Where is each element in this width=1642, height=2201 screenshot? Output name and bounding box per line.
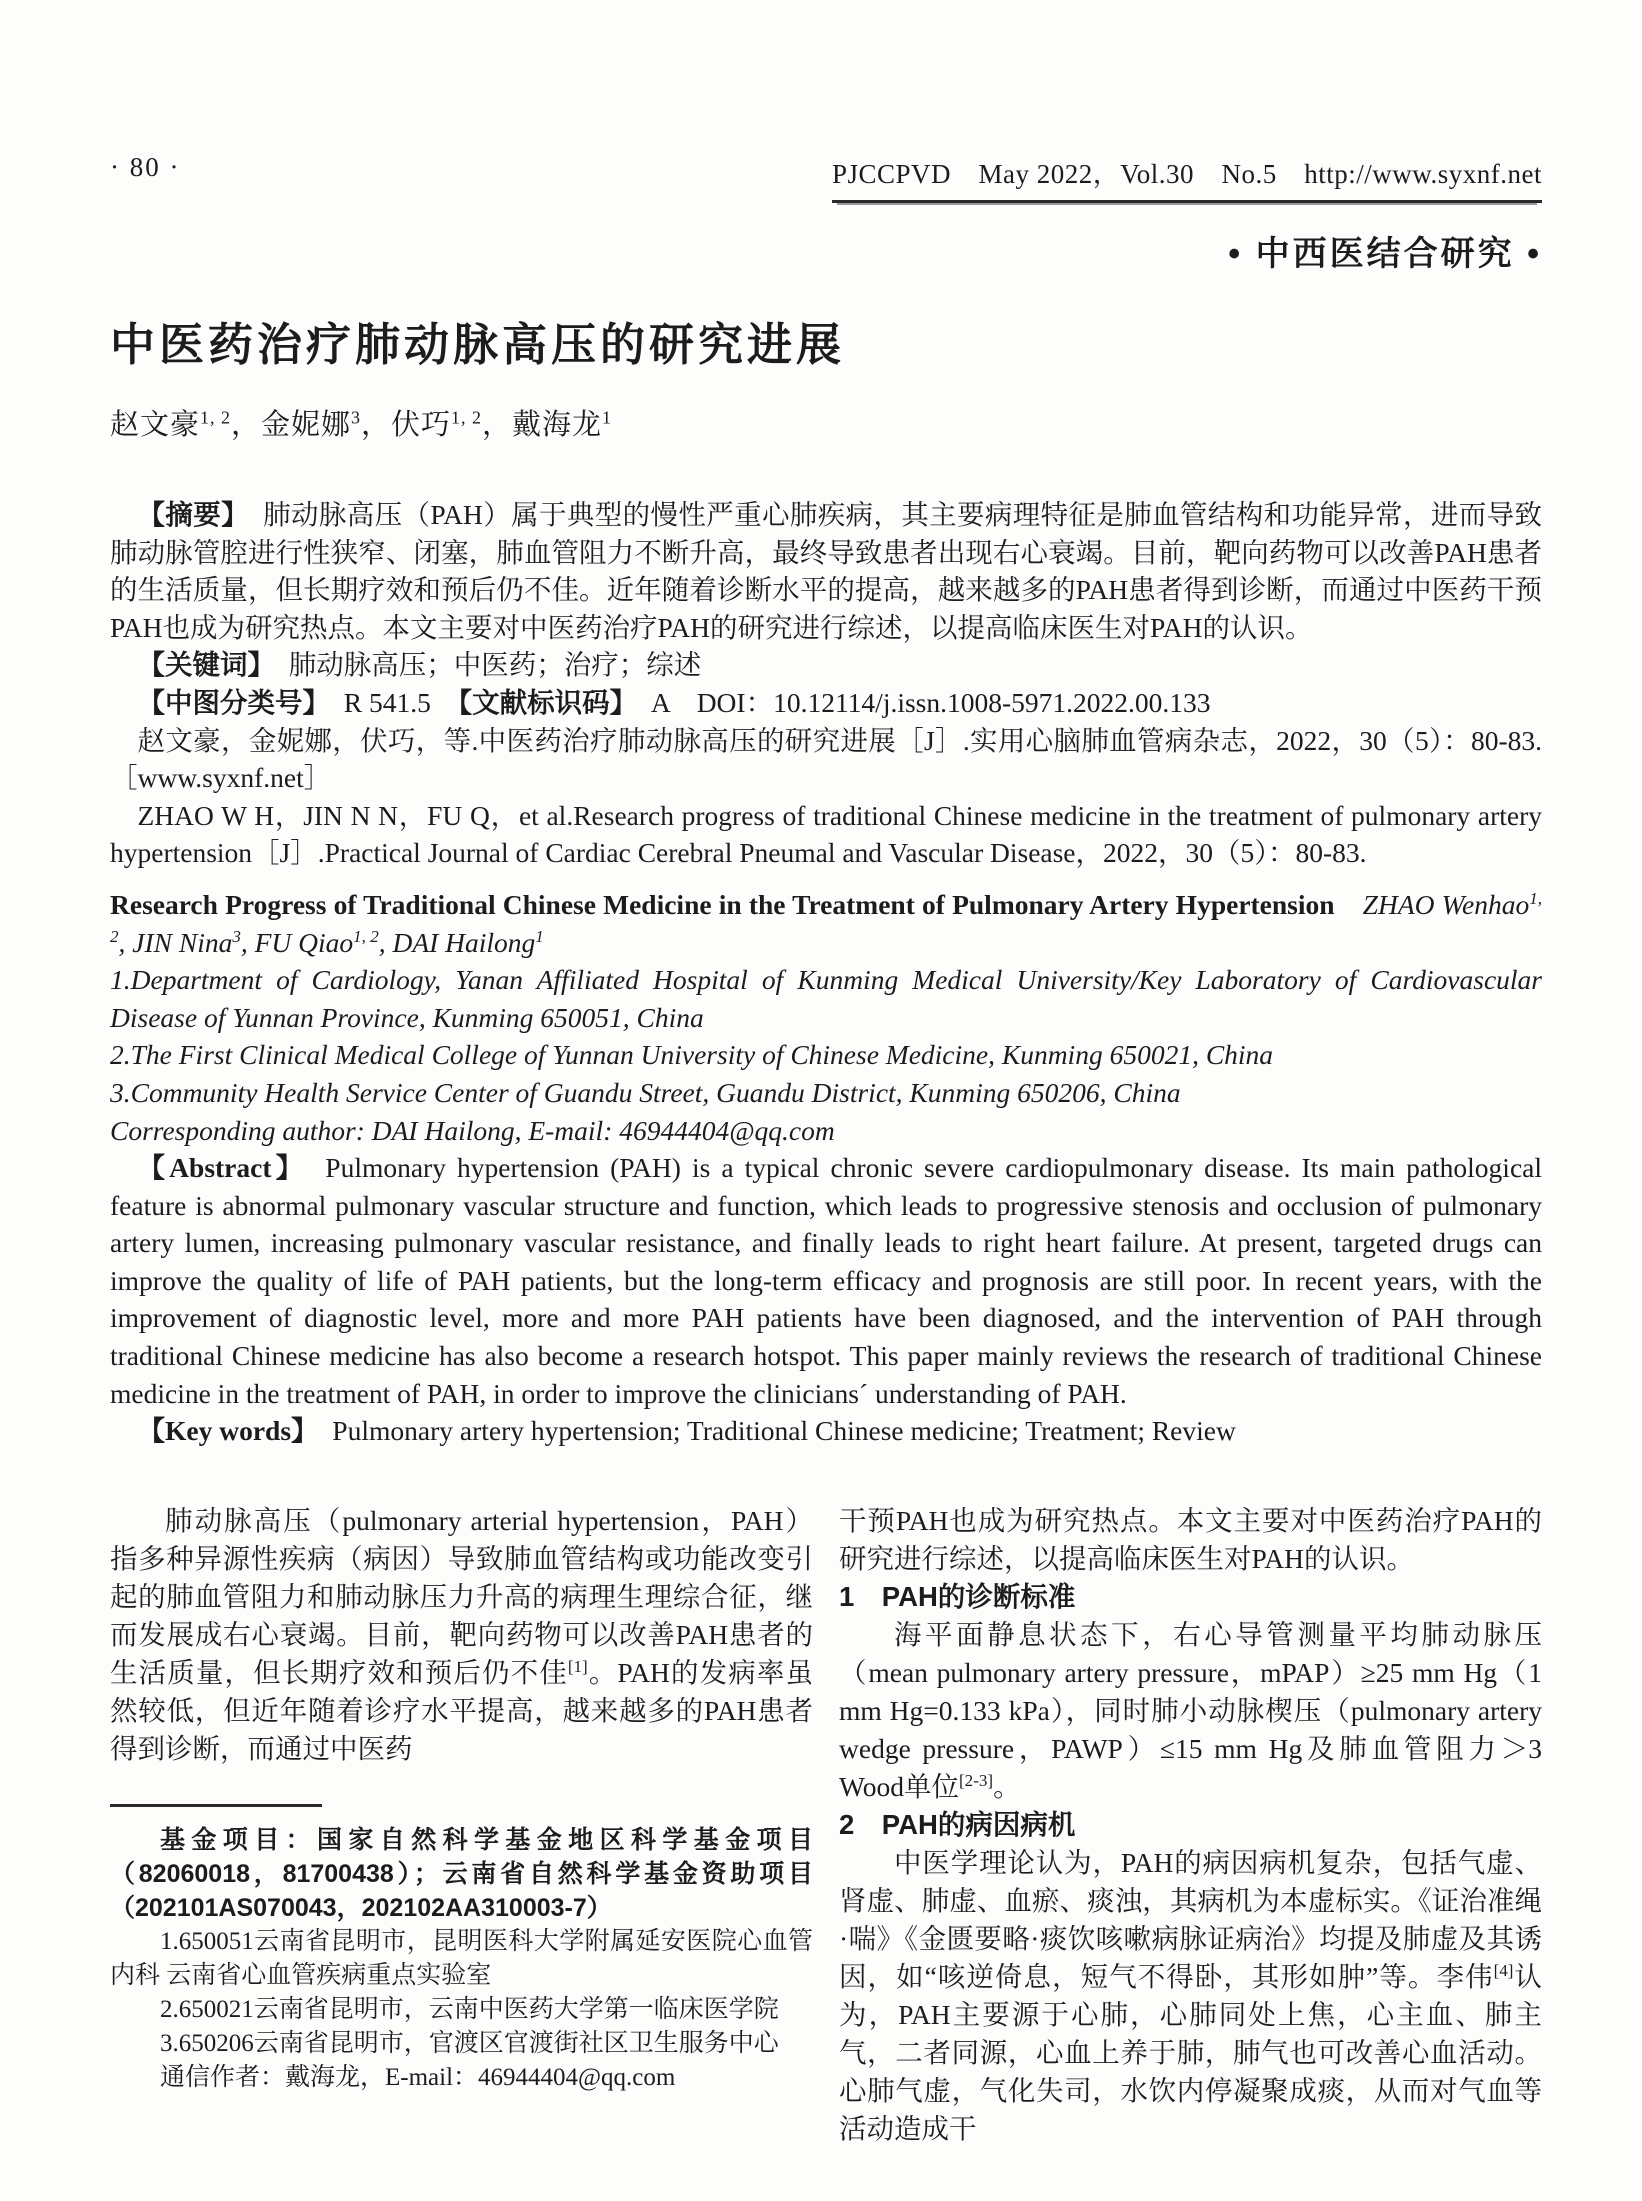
affiliation-note-3: 3.650206云南省昆明市，官渡区官渡街社区卫生服务中心 — [160, 2030, 779, 2057]
author-zh: 伏巧$^{1, 2}$， — [391, 407, 512, 441]
body-columns — [110, 1502, 1542, 2148]
author-zh: 金妮娜$^3$， — [260, 407, 391, 441]
author-affiliation-superscript: 3 — [351, 407, 361, 428]
footnote-block — [110, 1823, 813, 2095]
reference-marker: [1] — [567, 1656, 588, 1676]
doc-code-label: 【文献标识码】 — [458, 686, 624, 718]
classification-line — [110, 684, 1542, 722]
author-zh: 戴海龙$^1$ — [511, 407, 612, 441]
affiliation-line: 3.Community Health Service Center of Guandu Street, Guandu District, Kunming 650206, China — [110, 1076, 1181, 1108]
abstract-en-label: 【Abstract】 — [137, 1152, 294, 1184]
article-title-en: Research Progress of Traditional Chinese Medicine in the Treatment of Pulmonary Artery Hypertension — [110, 888, 1335, 920]
keywords-en — [110, 1412, 1542, 1450]
affiliation-line: 2.The First Clinical Medical College of Yunnan University of Chinese Medicine, Kunming 650021, China — [110, 1039, 1274, 1071]
clc-value: R 541.5 — [343, 686, 431, 718]
page-header — [110, 152, 1542, 203]
reference-marker: [4] — [1493, 1960, 1514, 1980]
abstract-en-text: Pulmonary hypertension (PAH) is a typical chronic severe cardiopulmonary disease. Its main pathological feature is abnormal pulmonary vascular structure and function, which leads to progressive stenosis and occlusion of pulmonary artery lumen, increasing pulmonary vascular resistance, and finally leads to right heart failure. At present, targeted drugs can improve the quality of life of PAH patients, but the long-term efficacy and prognosis are still poor. In recent years, with the improvement of diagnostic level, more and more PAH patients have been diagnosed, and the intervention of PAH through traditional Chinese medicine has also become a research hotspot. This paper mainly reviews the research of traditional Chinese medicine in the treatment of PAH, in order to improve the clinicians´ understanding of PAH. — [110, 1152, 1543, 1409]
doc-code-value: A — [650, 686, 670, 718]
corresponding-author-en: Corresponding author: DAI Hailong, E-mail: 46944404@qq.com — [110, 1114, 835, 1146]
abstract-zh — [110, 496, 1542, 646]
author-affiliation-superscript: 1, 2 — [353, 926, 379, 946]
abstract-zh-label: 【摘要】 — [137, 499, 236, 530]
author-affiliation-superscript: 1, 2 — [451, 407, 482, 428]
keywords-zh — [110, 646, 1542, 684]
keywords-zh-text: 肺动脉高压；中医药；治疗；综述 — [288, 649, 702, 681]
page-number: · 80 · — [110, 152, 181, 182]
left-column — [110, 1502, 813, 2148]
funding-note: 基金项目：国家自然科学基金地区科学基金项目（82060018，81700438）；云南省自然科学基金资助项目（202101AS070043，202102AA310003-7） — [110, 1826, 813, 1922]
citation-en: ZHAO W H，JIN N N，FU Q，et al.Research progress of traditional Chinese medicine in the treatment of pulmonary artery hypertension［J］.Practical Journal of Cardiac Cerebral Pneumal and Vascular Disease，2022，30（5）：80-83. — [110, 799, 1542, 869]
footnote-divider — [110, 1804, 322, 1807]
affiliation-note-1: 1.650051云南省昆明市，昆明医科大学附属延安医院心血管内科 云南省心血管疾病重点实验室 — [110, 1928, 813, 1989]
section-2-heading: 2 PAH的病因病机 — [839, 1809, 1076, 1840]
citation-zh: 赵文豪，金妮娜，伏巧，等.中医药治疗肺动脉高压的研究进展［J］.实用心脑肺血管病杂志，2022，30（5）：80-83.［www.syxnf.net］ — [110, 724, 1542, 794]
affiliation-note-2: 2.650021云南省昆明市，云南中医药大学第一临床医学院 — [160, 1996, 779, 2023]
keywords-en-label: 【Key words】 — [137, 1415, 305, 1447]
keywords-en-text: Pulmonary artery hypertension; Traditional Chinese medicine; Treatment; Review — [332, 1415, 1236, 1447]
affiliation-line: 1.Department of Cardiology, Yanan Affiliated Hospital of Kunming Medical University/Key Laboratory of Cardiovascular Disease of Yunnan Province, Kunming 650051, China — [110, 964, 1542, 1033]
clc-label: 【中图分类号】 — [137, 686, 317, 718]
author-affiliation-superscript: 1 — [602, 407, 612, 428]
author-affiliation-superscript: 1 — [535, 926, 544, 946]
author-zh: 赵文豪$^{1, 2}$， — [110, 407, 261, 441]
english-meta-block — [110, 886, 1542, 1149]
authors-zh — [110, 402, 612, 443]
author-affiliation-superscript: 3 — [232, 926, 241, 946]
doi-label: DOI： — [696, 686, 774, 718]
column-section-label: • 中西医结合研究 • — [1228, 235, 1542, 273]
reference-marker: [2-3] — [959, 1770, 994, 1790]
corresponding-author-note: 通信作者：戴海龙，E-mail：46944404@qq.com — [160, 2064, 676, 2091]
abstract-zh-text: 肺动脉高压（PAH）属于典型的慢性严重心肺疾病，其主要病理特征是肺血管结构和功能异常，进而导致肺动脉管腔进行性狭窄、闭塞，肺血管阻力不断升高，最终导致患者出现右心衰竭。目前，靶向药物可以改善PAH患者的生活质量，但长期疗效和预后仍不佳。近年随着诊断水平的提高，越来越多的PAH患者得到诊断，而通过中医药干预PAH也成为研究热点。本文主要对中医药治疗PAH的研究进行综述，以提高临床医生对PAH的认识。 — [110, 499, 1542, 643]
front-matter — [110, 496, 1542, 1450]
right-column — [839, 1502, 1542, 2148]
article-title-zh: 中医药治疗肺动脉高压的研究进展 — [110, 319, 846, 370]
author-affiliation-superscript: 1, 2 — [110, 888, 1543, 946]
abstract-en — [110, 1149, 1542, 1412]
intro-paragraph: 肺动脉高压（pulmonary arterial hypertension，PAH）指多种异源性疾病（病因）导致肺血管结构或功能改变引起的肺血管阻力和肺动脉压力升高的病理生理综合征，继而发展成右心衰竭。目前，靶向药物可以改善PAH患者的生活质量，但长期疗效和预后仍不佳[1]。PAH的发病率虽然较低，但近年随着诊疗水平提高，越来越多的PAH患者得到诊断，而通过中医药 — [110, 1505, 813, 1764]
section-2-paragraph: 中医学理论认为，PAH的病因病机复杂，包括气虚、肾虚、肺虚、血瘀、痰浊，其病机为本虚标实。《证治准绳·喘》《金匮要略·痰饮咳嗽病脉证病治》均提及肺虚及其诱因，如“咳逆倚息，短气不得卧，其形如肿”等。李伟[4]认为，PAH主要源于心肺，心肺同处上焦，心主血、肺主气，二者同源，心血上养于肺，肺气也可改善心血活动。心肺气虚，气化失司，水饮内停凝聚成痰，从而对气血等活动造成干 — [839, 1847, 1543, 2144]
doi-value: 10.12114/j.issn.1008-5971.2022.00.133 — [773, 686, 1211, 718]
keywords-zh-label: 【关键词】 — [137, 649, 262, 681]
intro-continuation-paragraph: 干预PAH也成为研究热点。本文主要对中医药治疗PAH的研究进行综述，以提高临床医生对PAH的认识。 — [839, 1505, 1542, 1574]
journal-masthead: PJCCPVD May 2022，Vol.30 No.5 http://www.syxnf.net — [832, 152, 1542, 203]
section-1-heading: 1 PAH的诊断标准 — [839, 1581, 1076, 1612]
authors-en: ZHAO Wenhao$^{1, 2}$, JIN Nina$^3$, FU Qiao$^{1, 2}$, DAI Hailong$^1$ — [110, 888, 1543, 958]
section-1-paragraph: 海平面静息状态下，右心导管测量平均肺动脉压（mean pulmonary artery pressure，mPAP）≥25 mm Hg（1 mm Hg=0.133 kPa），同时肺小动脉楔压（pulmonary artery wedge pressure，PAWP）≤15 mm Hg及肺血管阻力＞3 Wood单位[2-3]。 — [839, 1619, 1542, 1802]
title-authors-en — [110, 886, 1542, 961]
author-affiliation-superscript: 1, 2 — [200, 407, 231, 428]
